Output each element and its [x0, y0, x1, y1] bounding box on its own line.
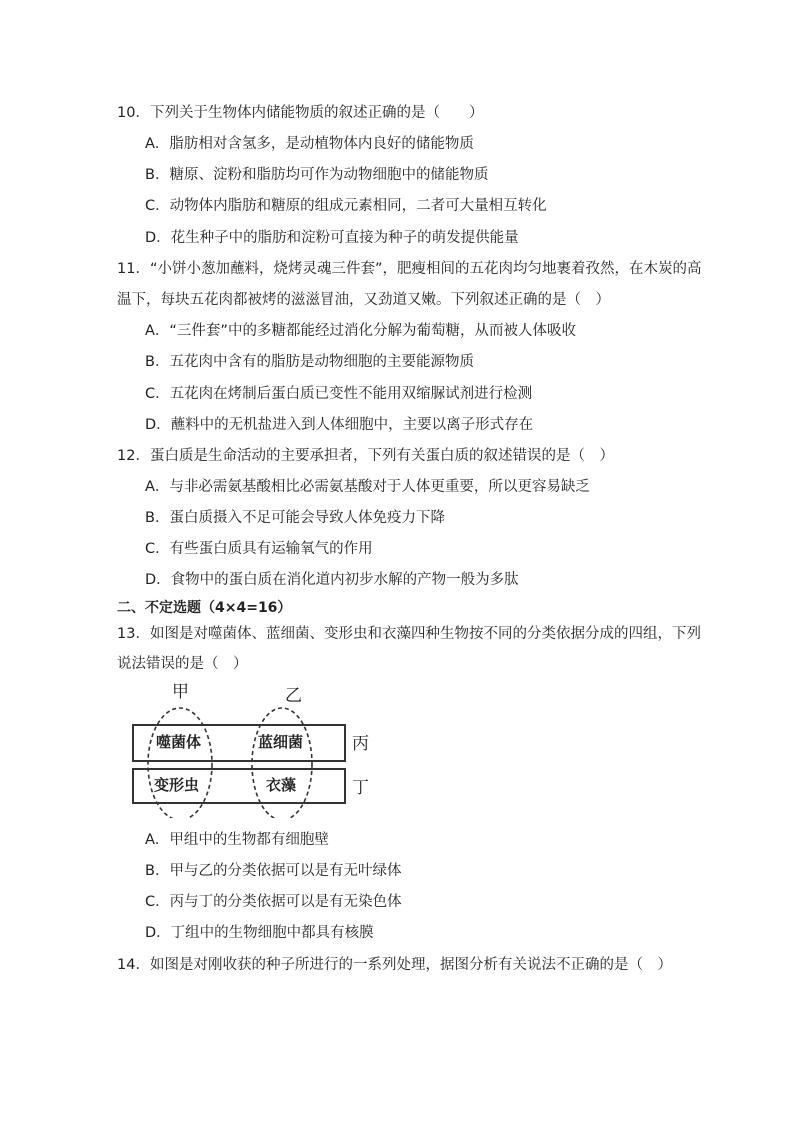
- label-ding: 丁: [352, 778, 369, 798]
- question-10-option-a: A．脂肪相对含氢多，是动植物体内良好的储能物质: [145, 136, 474, 152]
- question-13-stem-line1: 13．如图是对噬菌体、蓝细菌、变形虫和衣藻四种生物按不同的分类依据分成的四组，下列: [117, 626, 701, 642]
- question-13-stem-line2: 说法错误的是（ ）: [117, 656, 248, 672]
- question-13-option-b: B．甲与乙的分类依据可以是有无叶绿体: [145, 863, 402, 879]
- question-11-stem-line2: 温下，每块五花肉都被烤的滋滋冒油，又劲道又嫩。下列叙述正确的是（ ）: [117, 292, 610, 308]
- label-yi: 乙: [285, 686, 302, 706]
- ellipse-jia: [148, 708, 212, 818]
- label-jia: 甲: [172, 682, 189, 702]
- cell-bacteriophage: 噬菌体: [156, 733, 202, 751]
- question-11-option-b: B．五花肉中含有的脂肪是动物细胞的主要能源物质: [145, 354, 474, 370]
- label-bing: 丙: [352, 734, 369, 754]
- section-2-title: 二、不定选题（4×4=16）: [117, 600, 292, 616]
- question-14-stem: 14．如图是对刚收获的种子所进行的一系列处理，据图分析有关说法不正确的是（ ）: [117, 957, 672, 973]
- question-10-option-b: B．糖原、淀粉和脂肪均可作为动物细胞中的储能物质: [145, 167, 489, 183]
- question-10-option-d: D．花生种子中的脂肪和淀粉可直接为种子的萌发提供能量: [145, 230, 519, 246]
- question-11-stem-line1: 11．“小饼小葱加蘸料，烧烤灵魂三件套”，肥瘦相间的五花肉均匀地裹着孜然，在木炭的高: [117, 261, 702, 277]
- question-12-option-d: D．食物中的蛋白质在消化道内初步水解的产物一般为多肽: [145, 572, 519, 588]
- ellipse-yi: [252, 708, 312, 818]
- cell-amoeba: 变形虫: [154, 776, 200, 794]
- question-13-option-c: C．丙与丁的分类依据可以是有无染色体: [145, 894, 402, 910]
- question-10-option-c: C．动物体内脂肪和糖原的组成元素相同，二者可大量相互转化: [145, 198, 547, 214]
- question-11-option-a: A．“三件套”中的多糖都能经过消化分解为葡萄糖，从而被人体吸收: [145, 323, 576, 339]
- question-12-option-b: B．蛋白质摄入不足可能会导致人体免疫力下降: [145, 510, 445, 526]
- question-12-stem: 12．蛋白质是生命活动的主要承担者，下列有关蛋白质的叙述错误的是（ ）: [117, 448, 614, 464]
- classification-diagram: [128, 678, 388, 818]
- question-12-option-c: C．有些蛋白质具有运输氧气的作用: [145, 541, 373, 557]
- cell-cyanobacteria: 蓝细菌: [258, 733, 304, 751]
- question-13-option-d: D．丁组中的生物细胞中都具有核膜: [145, 925, 374, 941]
- cell-chlamydomonas: 衣藻: [266, 776, 297, 794]
- question-10-stem: 10．下列关于生物体内储能物质的叙述正确的是（ ）: [117, 105, 484, 121]
- question-11-option-c: C．五花肉在烤制后蛋白质已变性不能用双缩脲试剂进行检测: [145, 386, 533, 402]
- question-13-option-a: A．甲组中的生物都有细胞壁: [145, 832, 329, 848]
- question-12-option-a: A．与非必需氨基酸相比必需氨基酸对于人体更重要，所以更容易缺乏: [145, 479, 590, 495]
- question-11-option-d: D．蘸料中的无机盐进入到人体细胞中，主要以离子形式存在: [145, 417, 534, 433]
